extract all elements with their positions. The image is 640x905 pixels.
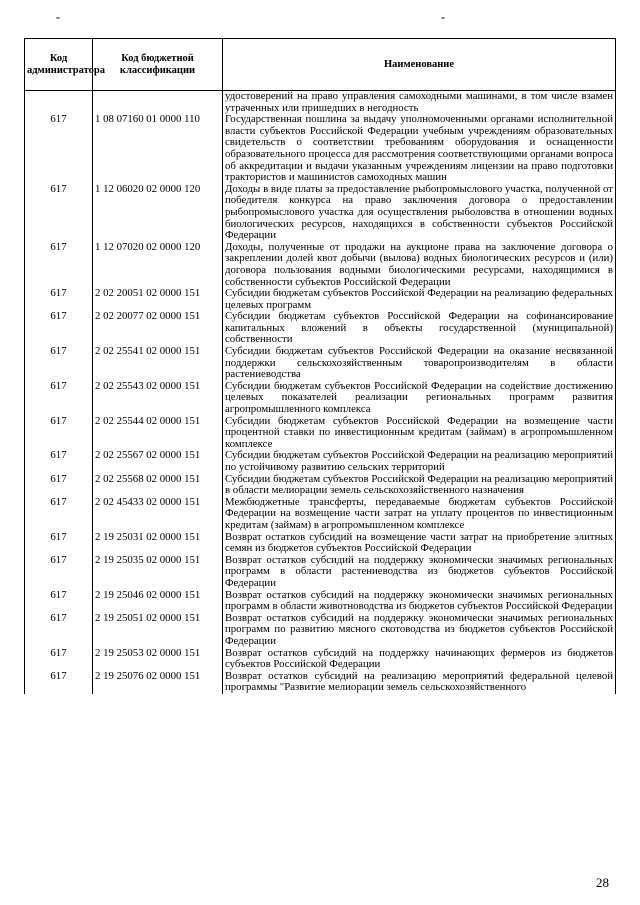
table-row bbox=[25, 311, 616, 346]
admin-code-cell: 617 bbox=[25, 311, 93, 346]
admin-code-cell: 617 bbox=[25, 671, 93, 694]
scan-mark-left: - bbox=[56, 10, 60, 24]
name-cell: Государственная пошлина за выдачу уполномоченными органами исполнительной власти субъектов Российской Федерации учебным учреждениям образовательных свидетельств о соответствии требованиям оборудования и оснащенности образовательного процесса для рассмотрения соответствующими органами вопроса об аккредитации и выдачи указанным учреждениям лицензии на право подготовки трактористов и машинистов самоходных машин bbox=[223, 114, 616, 184]
name-cell: Межбюджетные трансферты, передаваемые бюджетам субъектов Российской Федерации на возмещение части затрат на уплату процентов по инвестиционным кредитам (займам) в агропромышленном комплексе bbox=[223, 497, 616, 532]
name-cell: Субсидии бюджетам субъектов Российской Федерации на оказание несвязанной поддержки сельскохозяйственным товаропроизводителям в области растениеводства bbox=[223, 346, 616, 381]
header-admin-code: Код администратора bbox=[25, 39, 93, 91]
admin-code-cell: 617 bbox=[25, 114, 93, 184]
admin-code-cell: 617 bbox=[25, 288, 93, 311]
kbk-code-cell: 1 12 07020 02 0000 120 bbox=[93, 242, 223, 288]
table-row bbox=[25, 532, 616, 555]
name-cell: Доходы в виде платы за предоставление рыбопромыслового участка, полученной от победителя конкурса на право заключения договора о предоставлении рыбопромыслового участка для осуществления рыболовства в отношении водных биологических ресурсов, находящихся в собственности субъектов Российской Федерации bbox=[223, 184, 616, 242]
admin-code-cell: 617 bbox=[25, 474, 93, 497]
table-row bbox=[25, 242, 616, 288]
kbk-code-cell: 1 08 07160 01 0000 110 bbox=[93, 114, 223, 184]
budget-codes-table bbox=[24, 38, 616, 694]
table-row bbox=[25, 613, 616, 648]
table-row bbox=[25, 497, 616, 532]
table-row bbox=[25, 91, 616, 115]
page-number: 28 bbox=[596, 875, 609, 890]
name-cell: Субсидии бюджетам субъектов Российской Федерации на возмещение части процентной ставки по инвестиционным кредитам (займам) в агропромышленном комплексе bbox=[223, 416, 616, 451]
table-header bbox=[25, 39, 616, 91]
table-row bbox=[25, 184, 616, 242]
kbk-code-cell: 2 02 25544 02 0000 151 bbox=[93, 416, 223, 451]
admin-code-cell: 617 bbox=[25, 648, 93, 671]
admin-code-cell: 617 bbox=[25, 532, 93, 555]
name-cell: Возврат остатков субсидий на поддержку экономически значимых региональных программ по развитию мясного скотоводства из бюджетов субъектов Российской Федерации bbox=[223, 613, 616, 648]
admin-code-cell: 617 bbox=[25, 346, 93, 381]
admin-code-cell: 617 bbox=[25, 497, 93, 532]
table-row bbox=[25, 590, 616, 613]
name-cell: Возврат остатков субсидий на поддержку экономически значимых региональных программ в области животноводства из бюджетов субъектов Российской Федерации bbox=[223, 590, 616, 613]
table-row bbox=[25, 648, 616, 671]
kbk-code-cell: 2 19 25035 02 0000 151 bbox=[93, 555, 223, 590]
kbk-code-cell: 2 02 45433 02 0000 151 bbox=[93, 497, 223, 532]
table-row bbox=[25, 555, 616, 590]
name-cell: Возврат остатков субсидий на возмещение части затрат на приобретение элитных семян из бюджетов субъектов Российской Федерации bbox=[223, 532, 616, 555]
kbk-code-cell: 2 02 25543 02 0000 151 bbox=[93, 381, 223, 416]
kbk-code-cell: 2 02 25541 02 0000 151 bbox=[93, 346, 223, 381]
admin-code-cell: 617 bbox=[25, 590, 93, 613]
name-cell: Субсидии бюджетам субъектов Российской Федерации на содействие достижению целевых показателей реализации региональных программ развития агропромышленного комплекса bbox=[223, 381, 616, 416]
name-cell: Возврат остатков субсидий на поддержку экономически значимых региональных программ в области растениеводства из бюджетов субъектов Российской Федерации bbox=[223, 555, 616, 590]
kbk-code-cell: 2 02 20051 02 0000 151 bbox=[93, 288, 223, 311]
name-cell: Субсидии бюджетам субъектов Российской Федерации на реализацию мероприятий в области мелиорации земель сельскохозяйственного назначения bbox=[223, 474, 616, 497]
header-kbk-code: Код бюджетной классификации bbox=[93, 39, 223, 91]
kbk-code-cell: 2 19 25031 02 0000 151 bbox=[93, 532, 223, 555]
kbk-code-cell: 2 19 25053 02 0000 151 bbox=[93, 648, 223, 671]
kbk-code-cell: 2 19 25076 02 0000 151 bbox=[93, 671, 223, 694]
name-cell: Субсидии бюджетам субъектов Российской Федерации на реализацию мероприятий по устойчивому развитию сельских территорий bbox=[223, 450, 616, 473]
name-cell: Возврат остатков субсидий на поддержку начинающих фермеров из бюджетов субъектов Российской Федерации bbox=[223, 648, 616, 671]
admin-code-cell: 617 bbox=[25, 416, 93, 451]
table-row bbox=[25, 346, 616, 381]
kbk-code-cell: 2 02 25567 02 0000 151 bbox=[93, 450, 223, 473]
admin-code-cell: 617 bbox=[25, 450, 93, 473]
admin-code-cell: 617 bbox=[25, 613, 93, 648]
name-cell: Доходы, полученные от продажи на аукционе права на заключение договора о закреплении долей квот добычи (вылова) водных биологических ресурсов и (или) договора пользования водными биологическими ресурсами, находящимися в собственности субъектов Российской Федерации bbox=[223, 242, 616, 288]
header-name: Наименование bbox=[223, 39, 616, 91]
table-row bbox=[25, 381, 616, 416]
admin-code-cell: 617 bbox=[25, 555, 93, 590]
table-row bbox=[25, 474, 616, 497]
table-row bbox=[25, 416, 616, 451]
admin-code-cell: 617 bbox=[25, 381, 93, 416]
name-cell: Субсидии бюджетам субъектов Российской Федерации на софинансирование капитальных вложений в объекты государственной (муниципальной) собственности bbox=[223, 311, 616, 346]
table-row bbox=[25, 114, 616, 184]
admin-code-cell: 617 bbox=[25, 242, 93, 288]
table-row bbox=[25, 450, 616, 473]
scan-mark-right: - bbox=[441, 10, 445, 24]
table-row bbox=[25, 288, 616, 311]
kbk-code-cell: 2 02 25568 02 0000 151 bbox=[93, 474, 223, 497]
kbk-code-cell: 2 02 20077 02 0000 151 bbox=[93, 311, 223, 346]
table-row bbox=[25, 671, 616, 694]
admin-code-cell: 617 bbox=[25, 184, 93, 242]
kbk-code-cell: 2 19 25051 02 0000 151 bbox=[93, 613, 223, 648]
table-body bbox=[25, 91, 616, 694]
admin-code-cell bbox=[25, 91, 93, 115]
kbk-code-cell: 1 12 06020 02 0000 120 bbox=[93, 184, 223, 242]
name-cell: Возврат остатков субсидий на реализацию мероприятий федеральной целевой программы "Развитие мелиорации земель сельскохозяйственного bbox=[223, 671, 616, 694]
name-cell: Субсидии бюджетам субъектов Российской Федерации на реализацию федеральных целевых программ bbox=[223, 288, 616, 311]
name-cell: удостоверений на право управления самоходными машинами, в том числе взамен утраченных или пришедших в негодность bbox=[223, 91, 616, 115]
kbk-code-cell: 2 19 25046 02 0000 151 bbox=[93, 590, 223, 613]
kbk-code-cell bbox=[93, 91, 223, 115]
